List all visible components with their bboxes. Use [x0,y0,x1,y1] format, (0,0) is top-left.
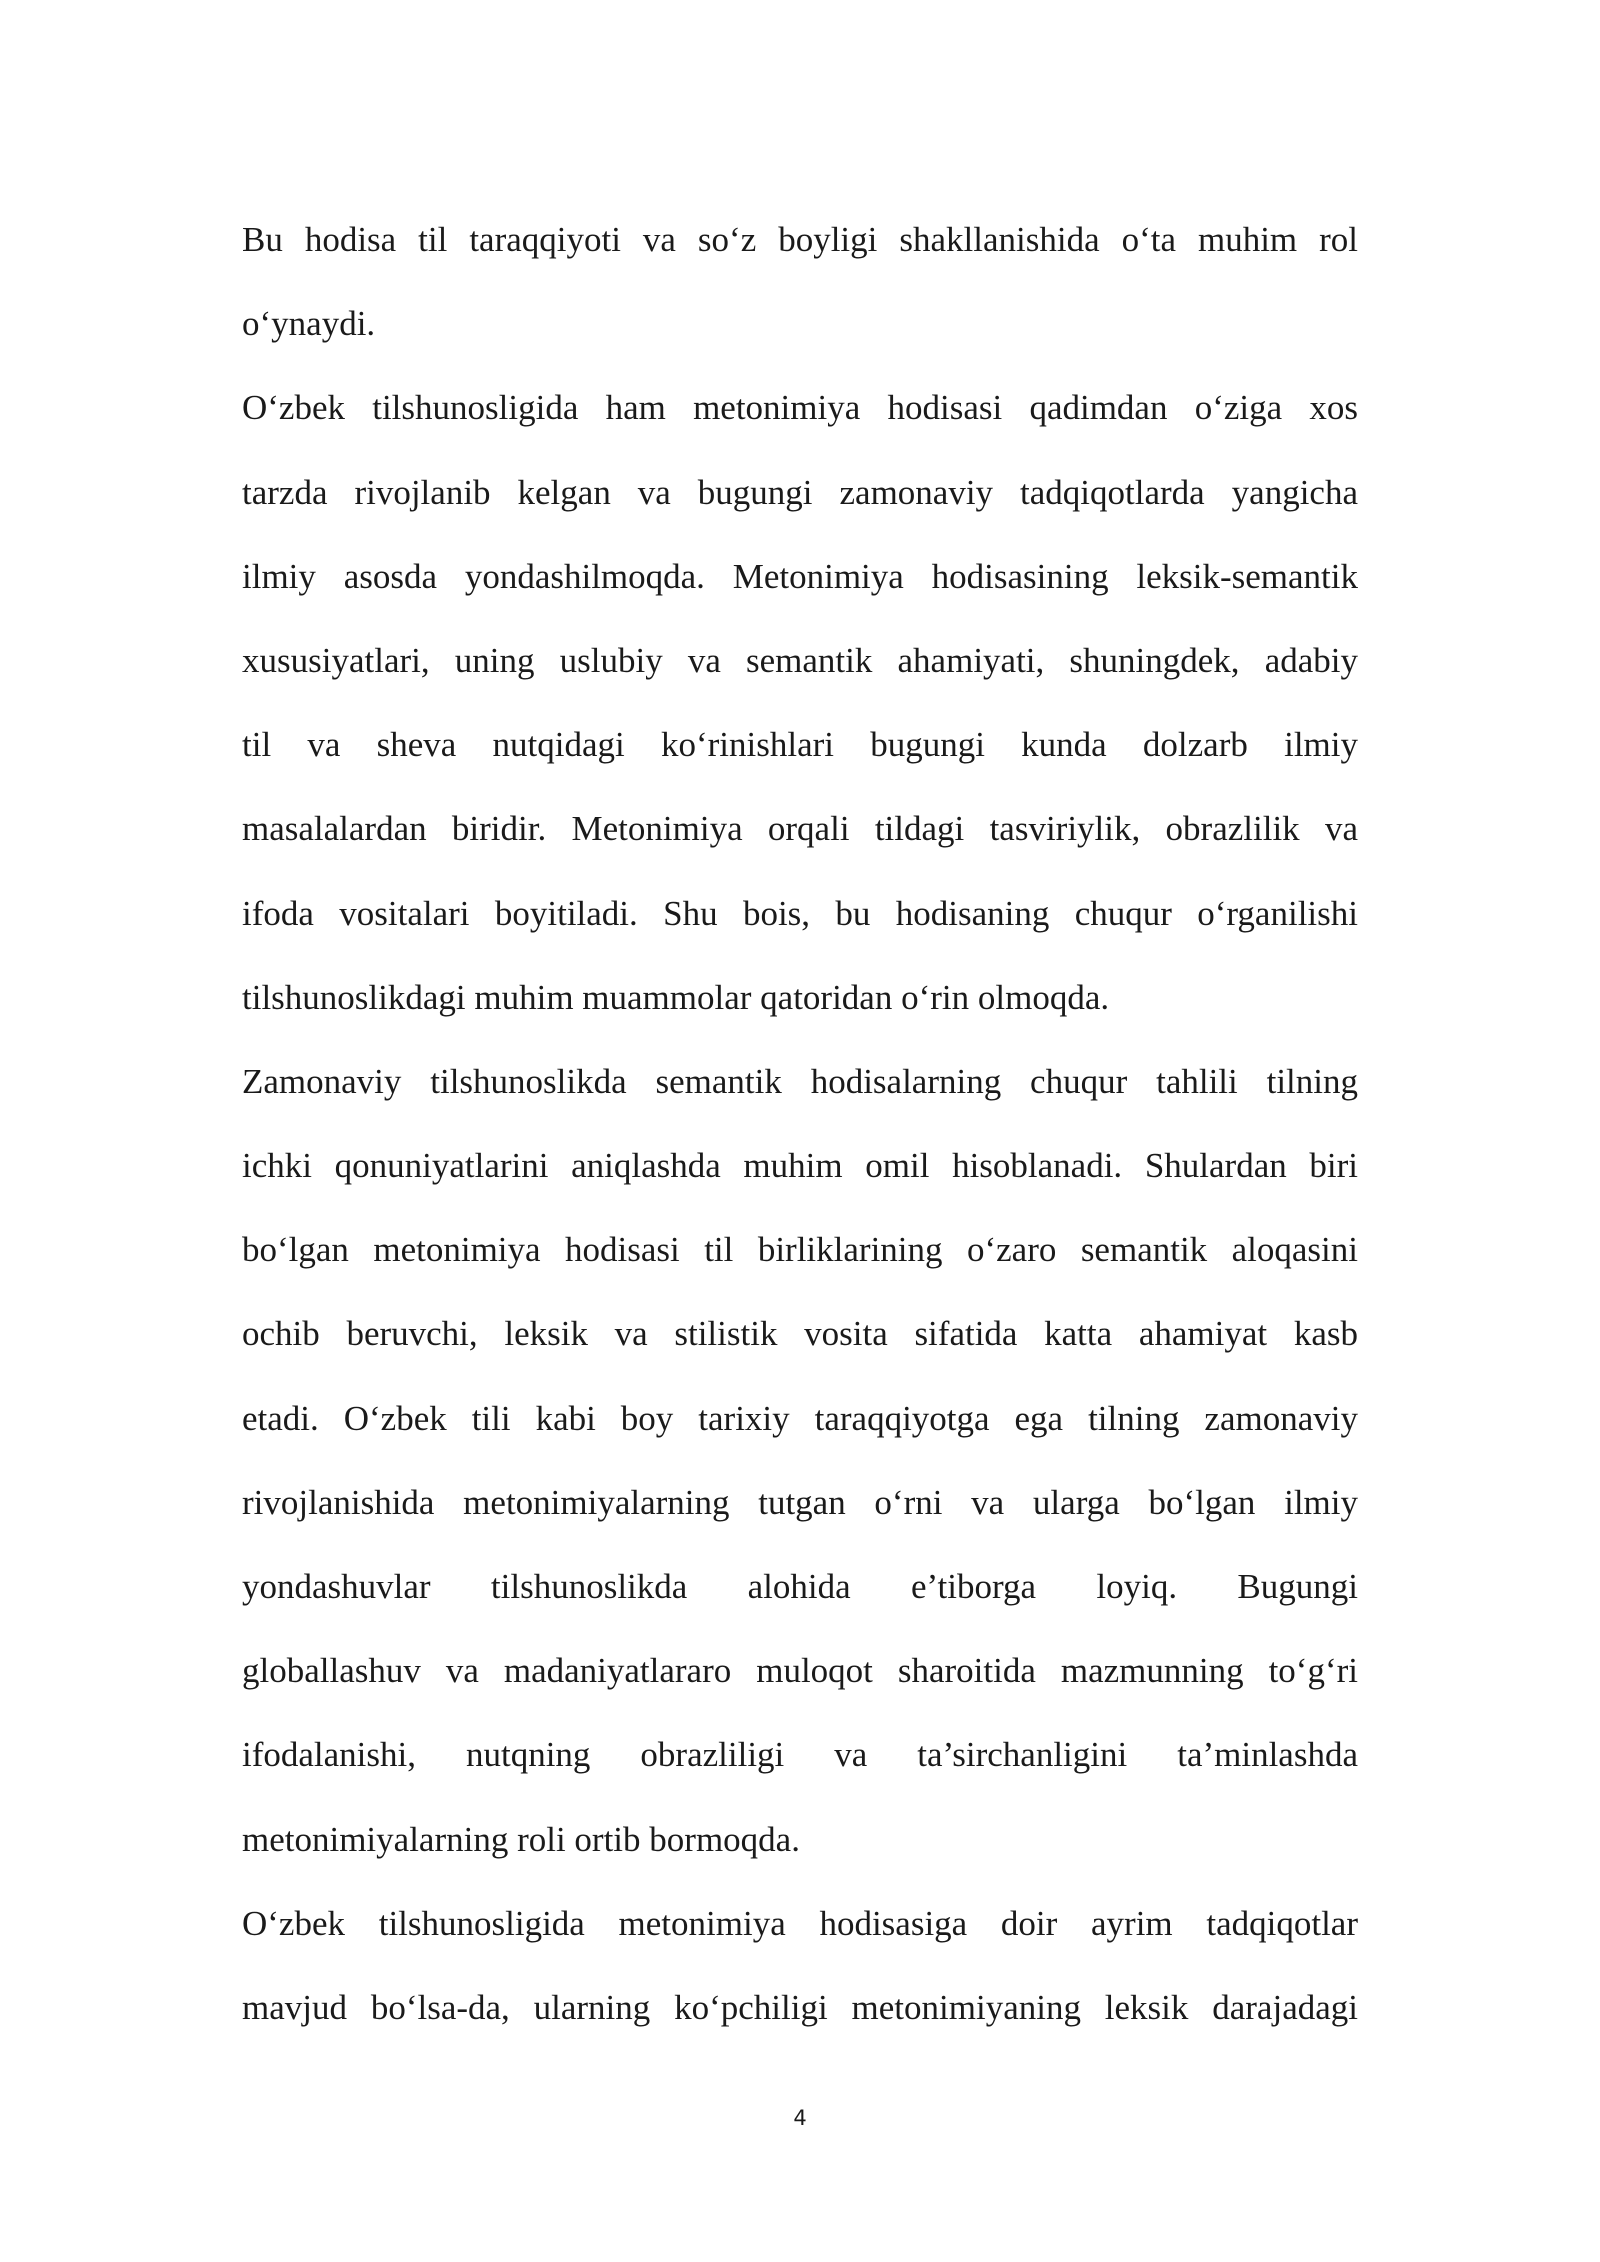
text-line: ochib beruvchi, leksik va stilistik vosita sifatida katta ahamiyat kasb [242,1314,1358,1354]
text-line: ilmiy asosda yondashilmoqda. Metonimiya hodisasining leksik-semantik [242,556,1358,596]
text-line: masalalardan biridir. Metonimiya orqali tildagi tasviriylik, obrazlilik va [242,809,1358,849]
text-line: ifoda vositalari boyitiladi. Shu bois, bu hodisaning chuqur o‘rganilishi [242,893,1358,933]
text-line: o‘ynaydi. [242,304,376,344]
text-line: etadi. O‘zbek tili kabi boy tarixiy taraqqiyotga ega tilning zamonaviy [242,1398,1358,1438]
text-line: ifodalanishi, nutqning obrazliligi va ta’sirchanligini ta’minlashda [242,1735,1358,1775]
text-line: xususiyatlari, uning uslubiy va semantik ahamiyati, shuningdek, adabiy [242,640,1358,680]
text-line: ichki qonuniyatlarini aniqlashda muhim omil hisoblanadi. Shulardan biri [242,1146,1358,1186]
text-line: metonimiyalarning roli ortib bormoqda. [242,1819,800,1859]
page-number: 4 [793,2106,807,2130]
text-line: Zamonaviy tilshunoslikda semantik hodisalarning chuqur tahlili tilning [242,1061,1358,1101]
text-line: tilshunoslikdagi muhim muammolar qatoridan o‘rin olmoqda. [242,977,1110,1017]
text-line: tarzda rivojlanib kelgan va bugungi zamonaviy tadqiqotlarda yangicha [242,472,1358,512]
text-line: O‘zbek tilshunosligida metonimiya hodisasiga doir ayrim tadqiqotlar [242,1903,1358,1943]
body-text [242,198,1358,2050]
text-line: yondashuvlar tilshunoslikda alohida e’tiborga loyiq. Bugungi [242,1567,1358,1606]
text-line: til va sheva nutqidagi ko‘rinishlari bugungi kunda dolzarb ilmiy [242,725,1358,765]
text-line: Bu hodisa til taraqqiyoti va so‘z boyligi shakllanishida o‘ta muhim rol [242,220,1358,259]
text-line: globallashuv va madaniyatlararo muloqot sharoitida mazmunning to‘g‘ri [242,1651,1358,1691]
text-line: mavjud bo‘lsa-da, ularning ko‘pchiligi metonimiyaning leksik darajadagi [242,1987,1358,2027]
text-line: bo‘lgan metonimiya hodisasi til birliklarining o‘zaro semantik aloqasini [242,1230,1358,1270]
text-line: O‘zbek tilshunosligida ham metonimiya hodisasi qadimdan o‘ziga xos [242,388,1358,428]
text-line: rivojlanishida metonimiyalarning tutgan o‘rni va ularga bo‘lgan ilmiy [242,1482,1358,1522]
